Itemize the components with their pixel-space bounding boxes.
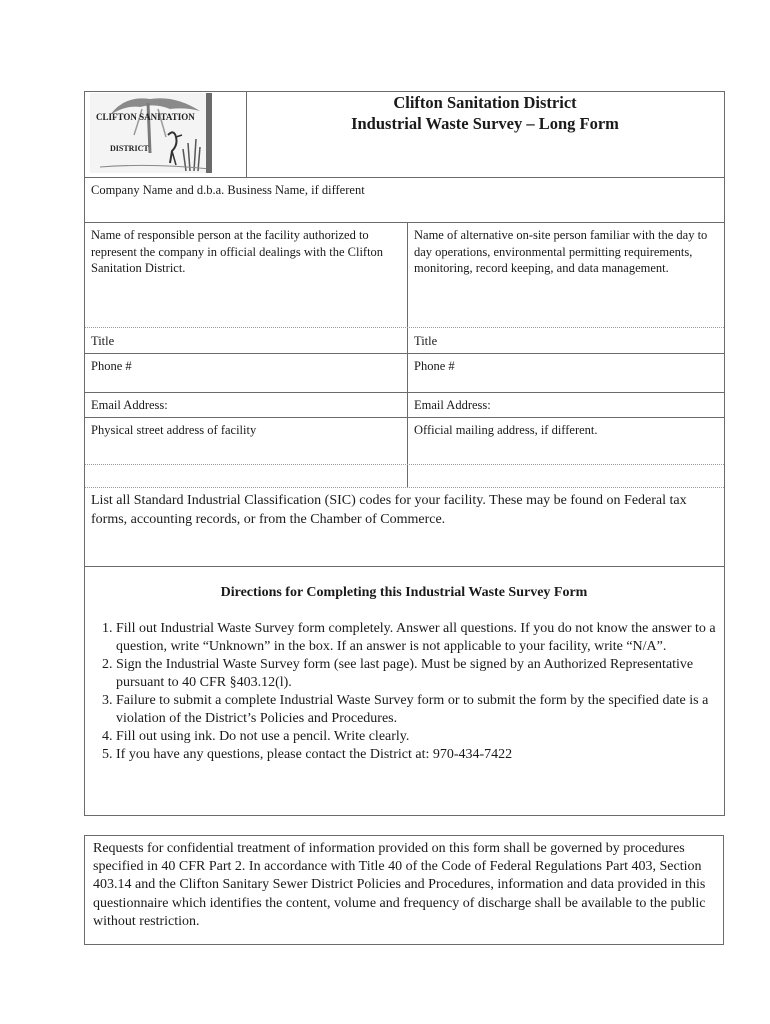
directions-list [88, 620, 728, 764]
logo-text-top: CLIFTON SANITATION [96, 112, 195, 122]
title-left-label: Title [91, 334, 115, 348]
phone-right-label: Phone # [414, 359, 455, 373]
alternative-person-label: Name of alternative on-site person familiar with the day to day operations, environmental permitting requirements, monitoring, record keeping, and data management. [414, 228, 708, 275]
district-logo [90, 93, 212, 173]
mailing-address-label: Official mailing address, if different. [414, 423, 598, 437]
address-row-mid [85, 464, 724, 465]
district-name: Clifton Sanitation District [393, 93, 577, 112]
title-left-field[interactable] [85, 329, 407, 353]
company-name-field[interactable] [85, 178, 724, 222]
alternative-person-field[interactable] [408, 223, 724, 327]
email-right-label: Email Address: [414, 398, 491, 412]
title-right-label: Title [414, 334, 438, 348]
direction-item: 5. If you have any questions, please contact the District at: 970-434-7422 [116, 746, 728, 764]
survey-name: Industrial Waste Survey – Long Form [351, 114, 619, 133]
physical-address-label: Physical street address of facility [91, 423, 257, 437]
confidentiality-notice: Requests for confidential treatment of information provided on this form shall be governed by procedures specified in 40 CFR Part 2. In accordance with Title 40 of the Code of Federal Regulations Part 403, Section 403.14 and the Clifton Sanitary Sewer District Policies and Procedures, information and data provided in this questionnaire which identifies the content, volume and frequency of discharge shall be available to the public without restriction. [84, 835, 724, 945]
email-left-field[interactable] [85, 393, 407, 417]
direction-item: 4. Fill out using ink. Do not use a pencil. Write clearly. [116, 728, 728, 746]
physical-address-field[interactable] [85, 418, 407, 464]
email-right-field[interactable] [408, 393, 724, 417]
responsible-person-field[interactable] [85, 223, 407, 327]
frame-right [724, 91, 725, 567]
directions-title: Directions for Completing this Industrial Waste Survey Form [220, 585, 588, 600]
sic-codes-label: List all Standard Industrial Classification (SIC) codes for your facility. These may be found on Federal tax forms, accounting records, or from the Chamber of Commerce. [91, 493, 687, 527]
heron-logo-icon [90, 93, 212, 173]
direction-item: 3. Failure to submit a complete Industrial Waste Survey form or to submit the form by the specified date is a violation of the District’s Policies and Procedures. [116, 692, 728, 728]
phone-right-field[interactable] [408, 354, 724, 392]
responsible-person-label: Name of responsible person at the facility authorized to represent the company in official dealings with the Clifton Sanitation District. [91, 228, 384, 275]
mailing-address-field[interactable] [408, 418, 724, 464]
email-left-label: Email Address: [91, 398, 168, 412]
logo-text-bottom: DISTRICT [110, 144, 149, 153]
form-title [246, 92, 724, 134]
person-row-bottom [85, 327, 724, 328]
phone-left-label: Phone # [91, 359, 132, 373]
direction-item: 1. Fill out Industrial Waste Survey form completely. Answer all questions. If you do not know the answer to a question, write “Unknown” in the box. If an answer is not applicable to your facility, write “N/A”. [116, 620, 728, 656]
sic-codes-field[interactable] [85, 488, 724, 566]
direction-item: 2. Sign the Industrial Waste Survey form (see last page). Must be signed by an Authorized Representative pursuant to 40 CFR §403.12(l). [116, 656, 728, 692]
company-name-label: Company Name and d.b.a. Business Name, if different [91, 183, 365, 197]
title-right-field[interactable] [408, 329, 724, 353]
phone-left-field[interactable] [85, 354, 407, 392]
